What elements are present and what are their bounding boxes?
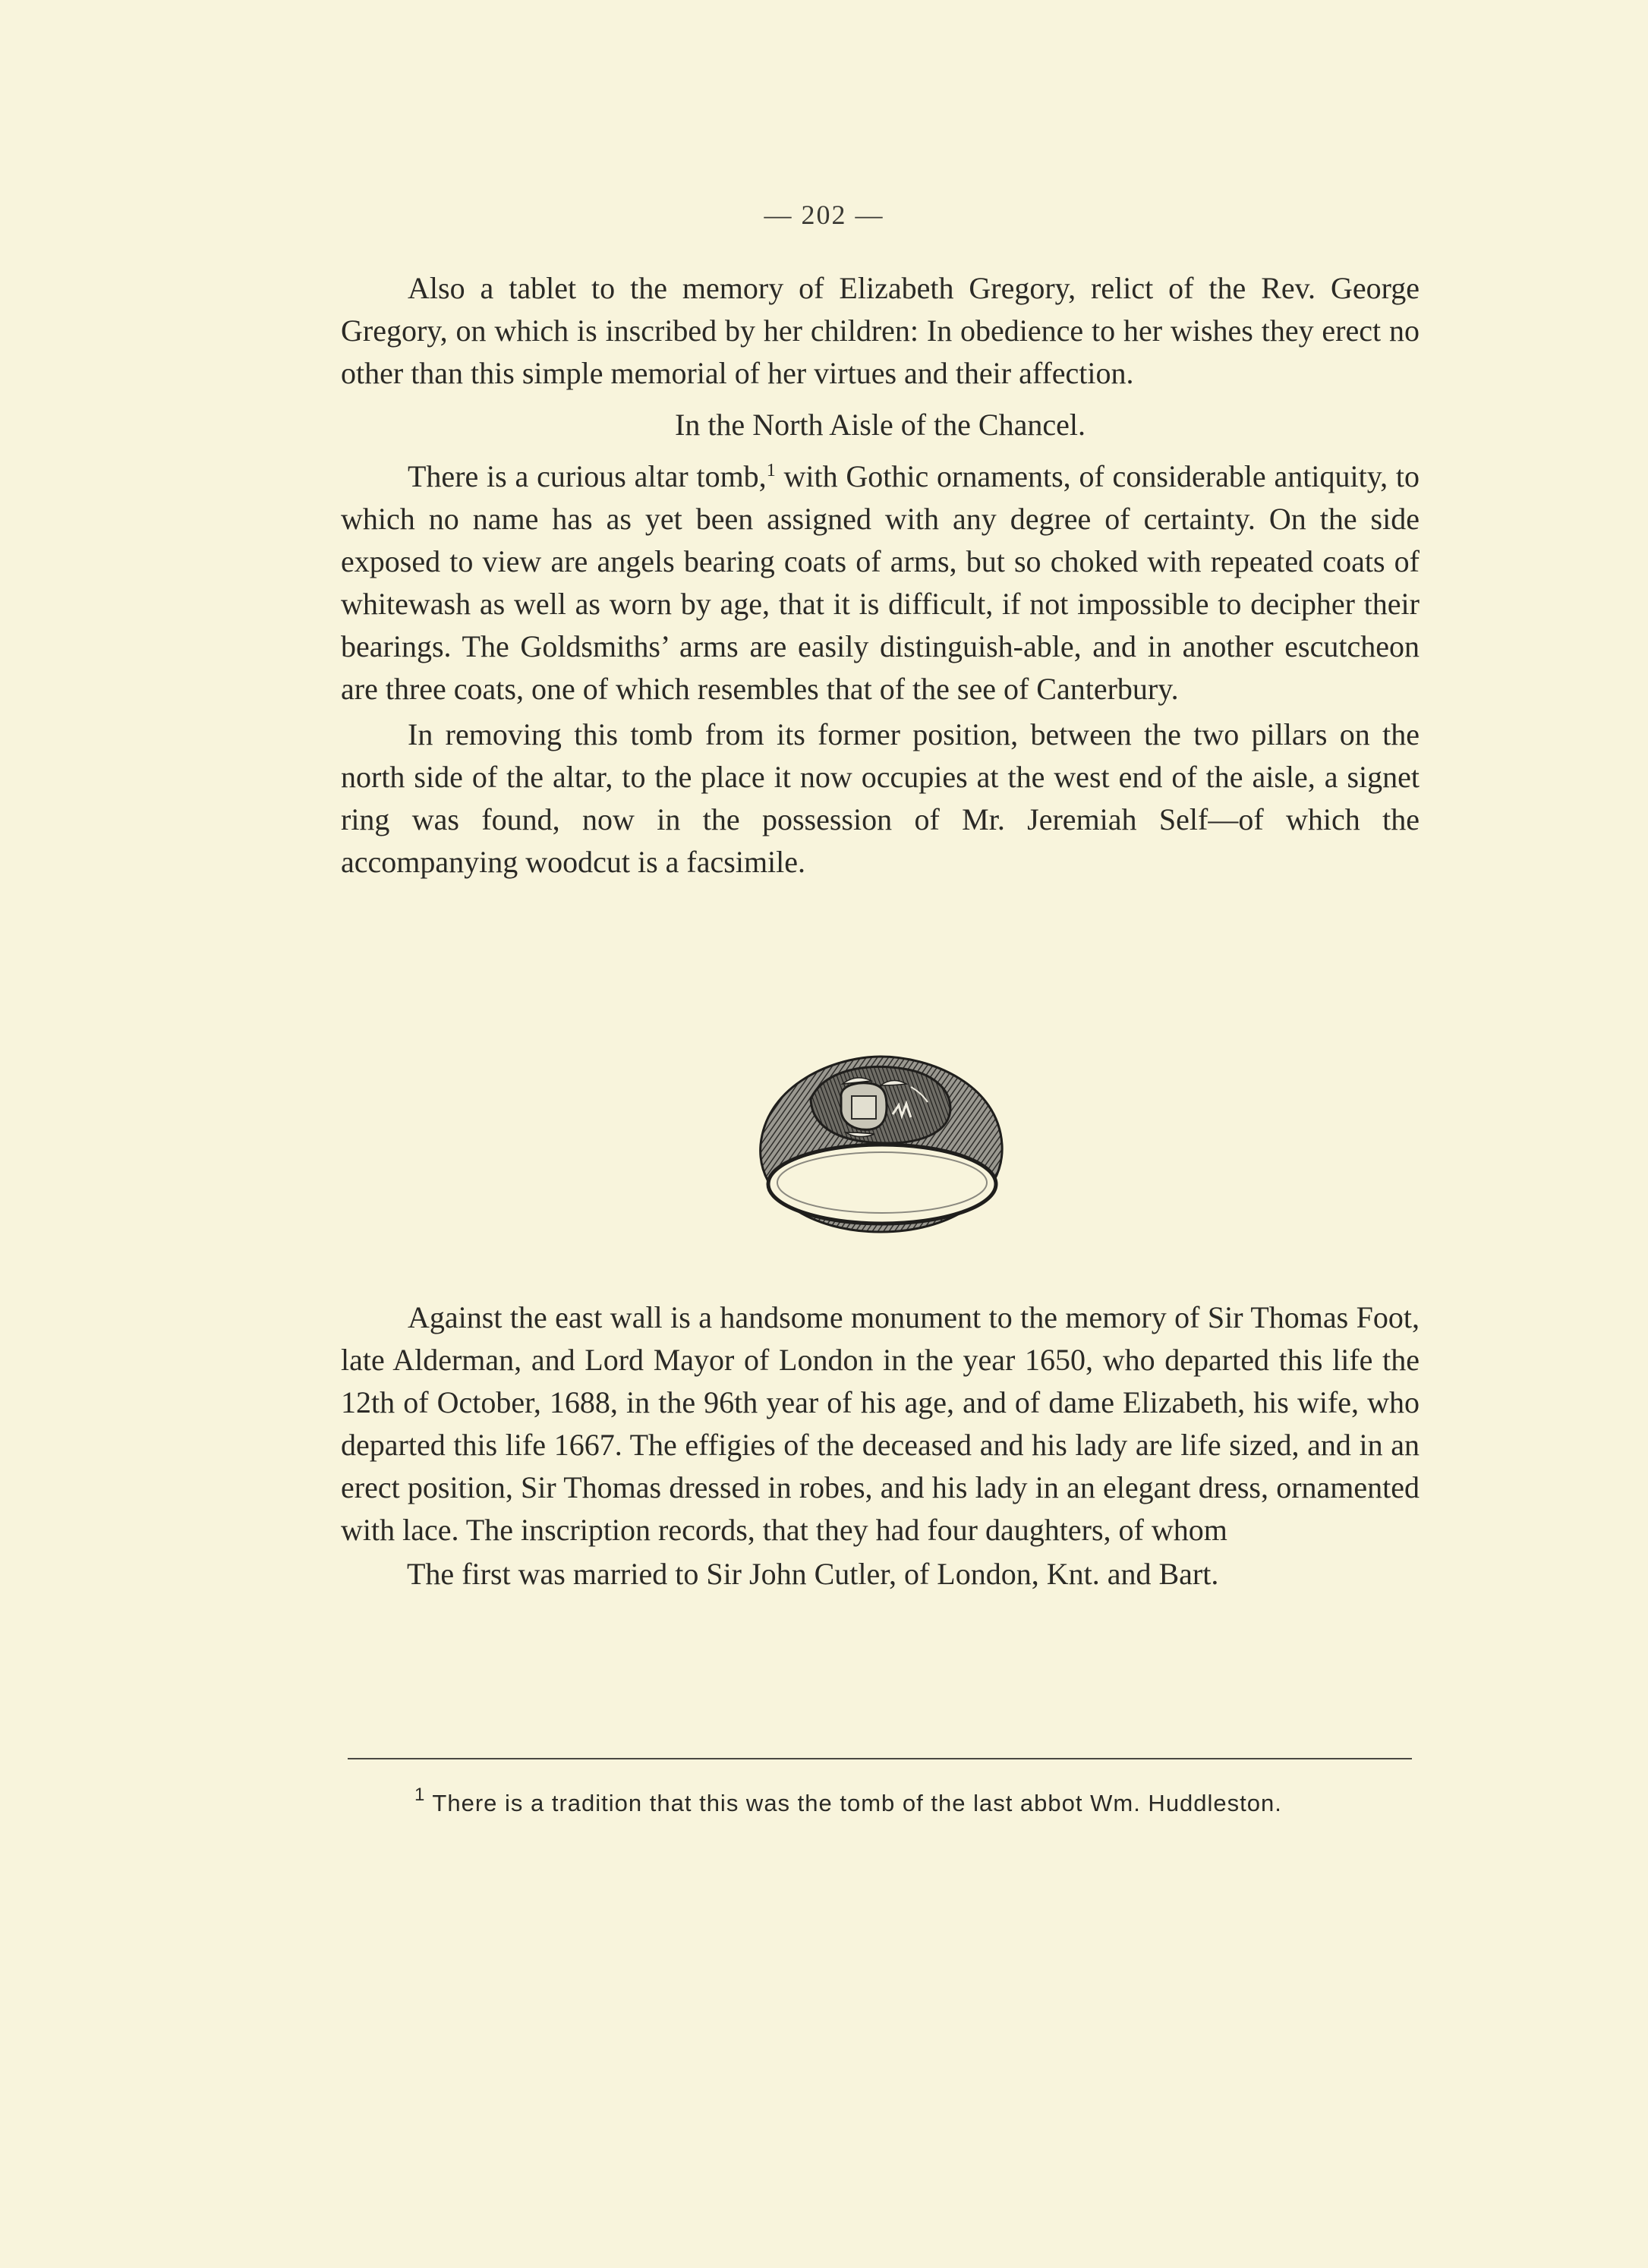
- footnote-marker: 1: [414, 1784, 426, 1805]
- signet-ring-woodcut: [752, 1054, 1010, 1243]
- footnote-divider: [348, 1758, 1412, 1759]
- footnote: [414, 1784, 1424, 1819]
- section-heading: In the North Aisle of the Chancel.: [675, 408, 1086, 442]
- footnote-text: There is a tradition that this was the tomb of the last abbot Wm. Huddleston.: [425, 1790, 1282, 1816]
- paragraph-altar-tomb-rest: with Gothic ornaments, of considerable antiquity, to which no name has as yet been assigned with any degree of certainty. On the side exposed to view are angels bearing coats of arms, but so choked with repeated coats of whitewash as well as worn by age, that it is difficult, if not impossible to decipher their bearings. The Goldsmiths’ arms are easily distinguish-able, and in another escutcheon are three coats, one of which resembles that of the see of Canterbury.: [341, 459, 1420, 706]
- paragraph-altar-tomb-start: There is a curious altar tomb,: [408, 459, 767, 493]
- footnote-reference: 1: [766, 461, 776, 480]
- paragraph-altar-tomb: [341, 455, 1420, 710]
- signet-ring-illustration: [752, 1054, 1010, 1243]
- paragraph-first-daughter: The first was married to Sir John Cutler, of London, Knt. and Bart.: [407, 1557, 1219, 1591]
- paragraph-gregory-tablet: Also a tablet to the memory of Elizabeth Gregory, relict of the Rev. George Gregory, on which is inscribed by her children: In obedience to her wishes they erect no other than this simple memorial of her virtues and their affection.: [341, 271, 1420, 390]
- body-text-upper: [341, 267, 1420, 884]
- paragraph-thomas-foot: Against the east wall is a handsome monument to the memory of Sir Thomas Foot, late Alderman, and Lord Mayor of London in the year 1650, who departed this life the 12th of October, 1688, in the 96th year of his age, and of dame Elizabeth, his wife, who departed this life 1667. The effigies of the deceased and his lady are life sized, and in an erect position, Sir Thomas dressed in robes, and his lady in an elegant dress, ornamented with lace. The inscription records, that they had four daughters, of whom: [341, 1300, 1420, 1547]
- body-text-lower: [341, 1296, 1420, 1595]
- paragraph-signet-ring: In removing this tomb from its former position, between the two pillars on the north side of the altar, to the place it now occupies at the west end of the aisle, a signet ring was found, now in the possession of Mr. Jeremiah Self—of which the accompanying woodcut is a facsimile.: [341, 717, 1420, 879]
- page-number: — 202 —: [764, 200, 884, 230]
